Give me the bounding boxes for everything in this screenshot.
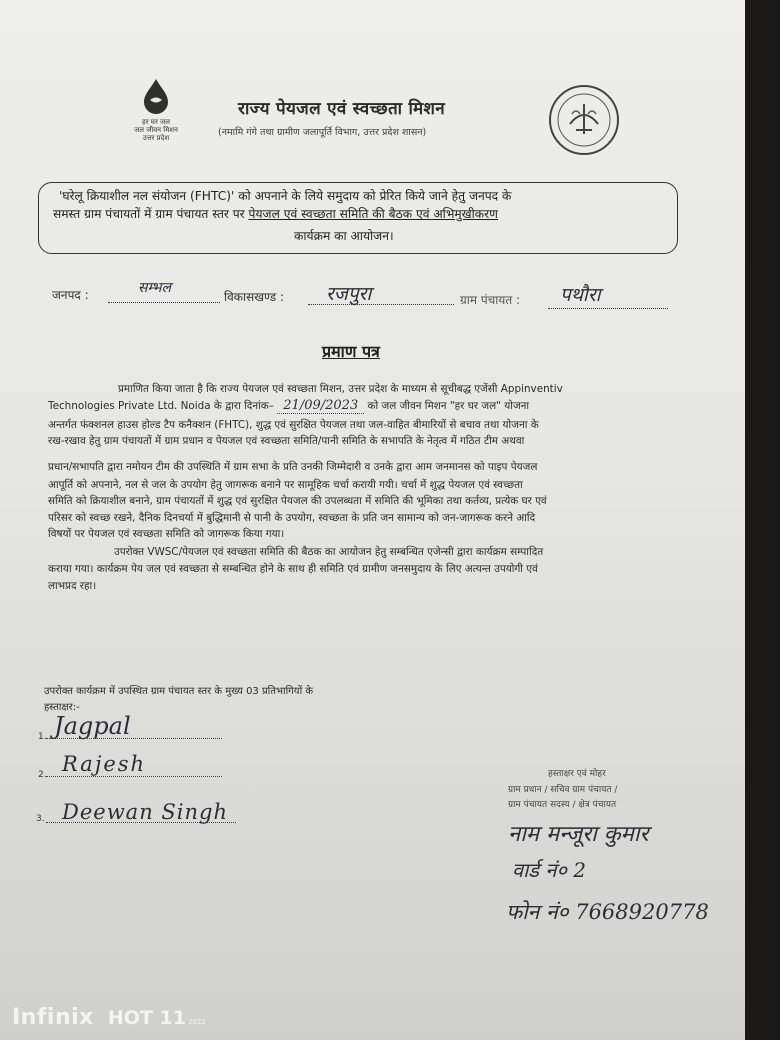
- block-value: रजपुरा: [326, 283, 372, 305]
- body-line-5: प्रधान/सभापति द्वारा नमोयन टीम की उपस्थिति में ग्राम सभा के प्रति उनकी जिम्मेदारी व उनके द्वारा आम जनमानस को पाइप पेयजल: [48, 461, 538, 473]
- har-ghar-jal-logo: [126, 78, 186, 142]
- block-label: विकासखण्ड :: [224, 290, 285, 304]
- signature-block-line-2: ग्राम प्रधान / सचिव ग्राम पंचायत /: [508, 785, 618, 795]
- watermark-brand: Infinix: [12, 1005, 94, 1030]
- certificate-title: प्रमाण पत्र: [322, 342, 380, 361]
- ward-number-handwritten: वार्ड नं० 2: [512, 858, 586, 882]
- participant-3-signature: Deewan Singh: [62, 800, 228, 824]
- body-line-2-text: Technologies Private Ltd. Noida के द्वारा दिनांक–: [48, 400, 274, 412]
- logo-text-3: उत्तर प्रदेश: [142, 134, 170, 142]
- watermark-model: HOT 11: [107, 1007, 186, 1029]
- body-line-1: प्रमाणित किया जाता है कि राज्य पेयजल एवं स्वच्छता मिशन, उत्तर प्रदेश के माध्यम से सूचीबद्ध एजेंसी Appinventiv: [118, 383, 563, 395]
- district-value: सम्भल: [138, 280, 171, 296]
- body-line-2: [48, 398, 529, 414]
- panchayat-label: ग्राम पंचायत :: [460, 293, 521, 307]
- body-line-10: उपरोक्त VWSC/पेयजल एवं स्वच्छता समिति की बैठक का आयोजन हेतु सम्बन्धित एजेन्सी द्वारा कार्यक्रम सम्पादित: [114, 546, 544, 558]
- notice-line-2-underlined: पेयजल एवं स्वच्छता समिति की बैठक एवं अभिमुखीकरण: [248, 207, 498, 221]
- signature-block-line-1: हस्ताक्षर एवं मोहर: [548, 769, 606, 779]
- dark-background-edge: [745, 0, 780, 1040]
- body-line-8: परिसर को स्वच्छ रखने, दैनिक दिनचर्या में बुद्धिमानी से पानी के उपयोग, स्वच्छता के प्रति जन सामान्य को जन-जागरूक करने आदि: [48, 512, 536, 524]
- body-line-2-tail: को जल जीवन मिशन "हर घर जल" योजना: [367, 400, 530, 412]
- signature-block-line-3: ग्राम पंचायत सदस्य / क्षेत्र पंचायत: [508, 800, 617, 810]
- participant-2-number: 2.: [38, 770, 47, 780]
- watermark-year: 2022: [187, 1018, 206, 1026]
- participant-1-number: 1.: [38, 732, 47, 742]
- notice-line-2-prefix: समस्त ग्राम पंचायतों में ग्राम पंचायत स्तर पर: [53, 207, 249, 221]
- participant-3-number: 3.: [36, 814, 45, 824]
- participants-intro-2: हस्ताक्षर:-: [44, 702, 80, 713]
- body-line-6: आपूर्ति को अपनाने, नल से जल के उपयोग हेतु जागरूक बनाने पर सामूहिक चर्चा करायी गयी। चर्चा में शुद्ध पेयजल एवं स्वच्छता: [48, 479, 523, 491]
- participant-2-line: [46, 776, 222, 777]
- body-line-7: समिति को क्रियाशील बनाने, ग्राम पंचायतों में शुद्ध एवं सुरक्षित पेयजल की उपलब्धता में समिति की भूमिका तथा कर्तव्य, प्रत्येक घर एवं: [48, 495, 547, 507]
- up-government-emblem-icon: [548, 84, 620, 156]
- pradhan-name-handwritten: नाम मन्जूरा कुमार: [508, 822, 649, 847]
- camera-watermark: [12, 1005, 206, 1030]
- body-line-3: अन्तर्गत फंक्शनल हाउस होल्ड टैप कनैक्शन (FHTC), शुद्ध एवं सुरक्षित पेयजल तथा जल-वाहित बीमारियों से बचाव तथा योजना के: [48, 419, 539, 431]
- notice-line-3: कार्यक्रम का आयोजन।: [294, 229, 394, 243]
- district-label: जनपद :: [52, 288, 89, 302]
- program-notice-box: [38, 182, 678, 254]
- body-line-9: विषयों पर पेयजल एवं स्वच्छता समिति को जागरूक किया गया।: [48, 528, 285, 540]
- logo-text-1: हर घर जल: [142, 118, 170, 126]
- phone-number-handwritten: फोन नं० 7668920778: [506, 900, 709, 924]
- notice-line-2: [53, 205, 498, 224]
- organization-title: राज्य पेयजल एवं स्वच्छता मिशन: [238, 99, 446, 119]
- organization-subtitle: (नमामि गंगे तथा ग्रामीण जलापूर्ति विभाग, उत्तर प्रदेश शासन): [218, 127, 427, 138]
- notice-line-1: 'घरेलू क्रियाशील नल संयोजन (FHTC)' को अपनाने के लिये समुदाय को प्रेरित किये जाने हेतु जनपद के: [59, 189, 512, 203]
- water-drop-icon: [141, 78, 171, 114]
- participant-2-signature: Rajesh: [62, 752, 147, 776]
- body-line-4: रख-रखाव हेतु ग्राम पंचायतों में ग्राम प्रधान व पेयजल एवं स्वच्छता समिति/पानी समिति के सभापति के नेतृत्व में गठित टीम अथवा: [48, 435, 525, 447]
- body-line-11: कराया गया। कार्यक्रम पेय जल एवं स्वच्छता से सम्बन्धित होने के साथ ही समिति एवं ग्रामीण जनसमुदाय के लिए अत्यन्त उपयोगी एवं: [48, 563, 538, 575]
- program-date: 21/09/2023: [277, 398, 364, 414]
- participant-1-signature: Jagpal: [54, 712, 131, 740]
- participants-intro-1: उपरोक्त कार्यक्रम में उपस्थित ग्राम पंचायत स्तर के मुख्य 03 प्रतिभागियों के: [44, 686, 314, 697]
- body-line-12: लाभप्रद रहा।: [48, 580, 97, 592]
- panchayat-value: पथौरा: [560, 284, 601, 306]
- logo-text-2: जल जीवन मिशन: [134, 126, 178, 134]
